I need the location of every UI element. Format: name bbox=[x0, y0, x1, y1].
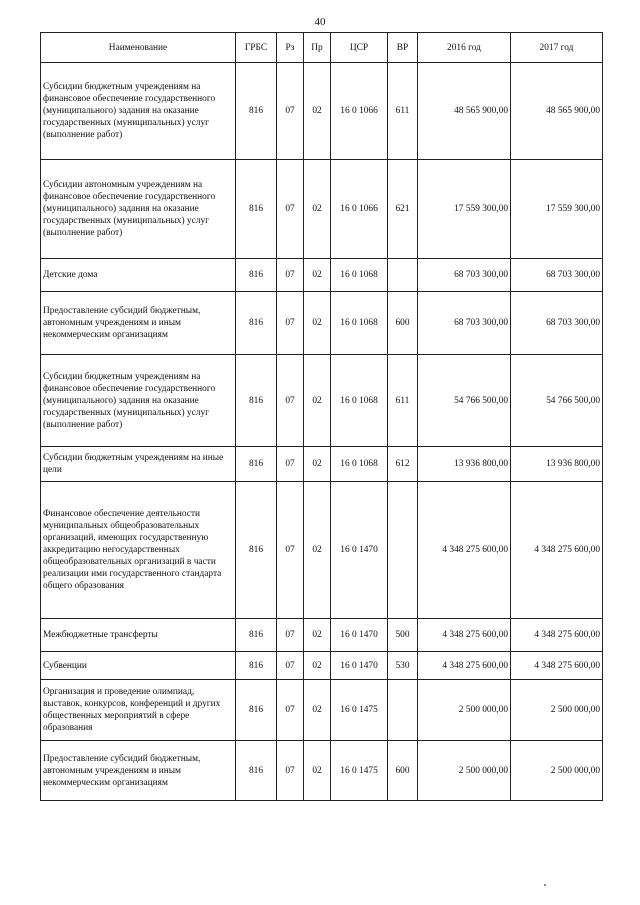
row-csr: 16 0 1470 bbox=[331, 619, 388, 652]
row-grbs: 816 bbox=[236, 160, 277, 259]
table-header-row bbox=[41, 33, 603, 63]
header-rz: Рз bbox=[277, 33, 304, 63]
row-amount-2017: 68 703 300,00 bbox=[511, 292, 603, 355]
table-row bbox=[41, 63, 603, 160]
header-grbs: ГРБС bbox=[236, 33, 277, 63]
row-csr: 16 0 1068 bbox=[331, 292, 388, 355]
row-name: Детские дома bbox=[41, 259, 236, 292]
header-name: Наименование bbox=[41, 33, 236, 63]
row-grbs: 816 bbox=[236, 63, 277, 160]
row-amount-2016: 48 565 900,00 bbox=[418, 63, 511, 160]
row-amount-2016: 13 936 800,00 bbox=[418, 447, 511, 482]
row-name: Организация и проведение олимпиад, выставок, конкурсов, конференций и других общественных мероприятий в сфере образования bbox=[41, 680, 236, 741]
row-csr: 16 0 1470 bbox=[331, 482, 388, 619]
row-amount-2016: 2 500 000,00 bbox=[418, 680, 511, 741]
row-name: Межбюджетные трансферты bbox=[41, 619, 236, 652]
row-amount-2017: 4 348 275 600,00 bbox=[511, 619, 603, 652]
row-amount-2017: 2 500 000,00 bbox=[511, 741, 603, 801]
row-vr: 611 bbox=[388, 355, 418, 447]
row-vr bbox=[388, 680, 418, 741]
row-rz: 07 bbox=[277, 741, 304, 801]
row-pr: 02 bbox=[304, 355, 331, 447]
row-vr: 600 bbox=[388, 741, 418, 801]
table-row bbox=[41, 680, 603, 741]
row-amount-2016: 2 500 000,00 bbox=[418, 741, 511, 801]
row-pr: 02 bbox=[304, 160, 331, 259]
row-csr: 16 0 1475 bbox=[331, 741, 388, 801]
row-pr: 02 bbox=[304, 482, 331, 619]
row-amount-2017: 17 559 300,00 bbox=[511, 160, 603, 259]
row-amount-2017: 48 565 900,00 bbox=[511, 63, 603, 160]
row-name: Предоставление субсидий бюджетным, автономным учреждениям и иным некоммерческим организациям bbox=[41, 292, 236, 355]
row-vr: 500 bbox=[388, 619, 418, 652]
header-csr: ЦСР bbox=[331, 33, 388, 63]
budget-table bbox=[40, 32, 603, 801]
row-rz: 07 bbox=[277, 292, 304, 355]
row-amount-2017: 13 936 800,00 bbox=[511, 447, 603, 482]
row-vr: 530 bbox=[388, 652, 418, 680]
table-row bbox=[41, 447, 603, 482]
row-rz: 07 bbox=[277, 447, 304, 482]
row-grbs: 816 bbox=[236, 355, 277, 447]
row-rz: 07 bbox=[277, 63, 304, 160]
row-pr: 02 bbox=[304, 63, 331, 160]
row-amount-2017: 4 348 275 600,00 bbox=[511, 482, 603, 619]
row-amount-2016: 4 348 275 600,00 bbox=[418, 482, 511, 619]
row-rz: 07 bbox=[277, 259, 304, 292]
row-vr: 600 bbox=[388, 292, 418, 355]
row-grbs: 816 bbox=[236, 741, 277, 801]
row-vr bbox=[388, 259, 418, 292]
row-pr: 02 bbox=[304, 741, 331, 801]
row-csr: 16 0 1475 bbox=[331, 680, 388, 741]
row-grbs: 816 bbox=[236, 482, 277, 619]
row-name: Субсидии бюджетным учреждениям на финансовое обеспечение государственного (муниципального) задания на оказание государственных (муниципальных) услуг (выполнение работ) bbox=[41, 355, 236, 447]
table-row bbox=[41, 160, 603, 259]
row-name: Субсидии бюджетным учреждениям на финансовое обеспечение государственного (муниципального) задания на оказание государственных (муниципальных) услуг (выполнение работ) bbox=[41, 63, 236, 160]
row-pr: 02 bbox=[304, 259, 331, 292]
row-pr: 02 bbox=[304, 292, 331, 355]
header-vr: ВР bbox=[388, 33, 418, 63]
row-amount-2016: 68 703 300,00 bbox=[418, 292, 511, 355]
row-vr bbox=[388, 482, 418, 619]
row-grbs: 816 bbox=[236, 619, 277, 652]
row-amount-2016: 4 348 275 600,00 bbox=[418, 652, 511, 680]
row-pr: 02 bbox=[304, 619, 331, 652]
page-number: 40 bbox=[314, 16, 326, 28]
row-csr: 16 0 1470 bbox=[331, 652, 388, 680]
row-rz: 07 bbox=[277, 680, 304, 741]
row-rz: 07 bbox=[277, 619, 304, 652]
row-name: Субвенции bbox=[41, 652, 236, 680]
row-csr: 16 0 1068 bbox=[331, 259, 388, 292]
header-2017: 2017 год bbox=[511, 33, 603, 63]
row-pr: 02 bbox=[304, 447, 331, 482]
row-amount-2016: 68 703 300,00 bbox=[418, 259, 511, 292]
header-2016: 2016 год bbox=[418, 33, 511, 63]
row-name: Субсидии автономным учреждениям на финансовое обеспечение государственного (муниципального) задания на оказание государственных (муниципальных) услуг (выполнение работ) bbox=[41, 160, 236, 259]
row-name: Финансовое обеспечение деятельности муниципальных общеобразовательных организаций, имеющих государственную аккредитацию негосударственных общеобразовательных организаций в части реализации ими государственного стандарта общего образования bbox=[41, 482, 236, 619]
row-name: Субсидии бюджетным учреждениям на иные цели bbox=[41, 447, 236, 482]
table-row bbox=[41, 259, 603, 292]
row-csr: 16 0 1066 bbox=[331, 63, 388, 160]
scan-dot-mark bbox=[544, 884, 546, 886]
row-amount-2017: 4 348 275 600,00 bbox=[511, 652, 603, 680]
header-pr: Пр bbox=[304, 33, 331, 63]
row-grbs: 816 bbox=[236, 447, 277, 482]
table-row bbox=[41, 619, 603, 652]
row-rz: 07 bbox=[277, 160, 304, 259]
table-row bbox=[41, 652, 603, 680]
row-rz: 07 bbox=[277, 652, 304, 680]
row-amount-2016: 54 766 500,00 bbox=[418, 355, 511, 447]
row-vr: 621 bbox=[388, 160, 418, 259]
row-amount-2017: 68 703 300,00 bbox=[511, 259, 603, 292]
row-csr: 16 0 1066 bbox=[331, 160, 388, 259]
row-amount-2016: 4 348 275 600,00 bbox=[418, 619, 511, 652]
table-row bbox=[41, 355, 603, 447]
table-row bbox=[41, 741, 603, 801]
row-grbs: 816 bbox=[236, 680, 277, 741]
row-rz: 07 bbox=[277, 355, 304, 447]
row-vr: 612 bbox=[388, 447, 418, 482]
row-name: Предоставление субсидий бюджетным, автономным учреждениям и иным некоммерческим организациям bbox=[41, 741, 236, 801]
row-amount-2016: 17 559 300,00 bbox=[418, 160, 511, 259]
row-amount-2017: 2 500 000,00 bbox=[511, 680, 603, 741]
row-pr: 02 bbox=[304, 680, 331, 741]
row-rz: 07 bbox=[277, 482, 304, 619]
row-amount-2017: 54 766 500,00 bbox=[511, 355, 603, 447]
row-csr: 16 0 1068 bbox=[331, 355, 388, 447]
table-row bbox=[41, 292, 603, 355]
row-grbs: 816 bbox=[236, 292, 277, 355]
row-grbs: 816 bbox=[236, 259, 277, 292]
row-grbs: 816 bbox=[236, 652, 277, 680]
row-vr: 611 bbox=[388, 63, 418, 160]
row-csr: 16 0 1068 bbox=[331, 447, 388, 482]
table-row bbox=[41, 482, 603, 619]
row-pr: 02 bbox=[304, 652, 331, 680]
